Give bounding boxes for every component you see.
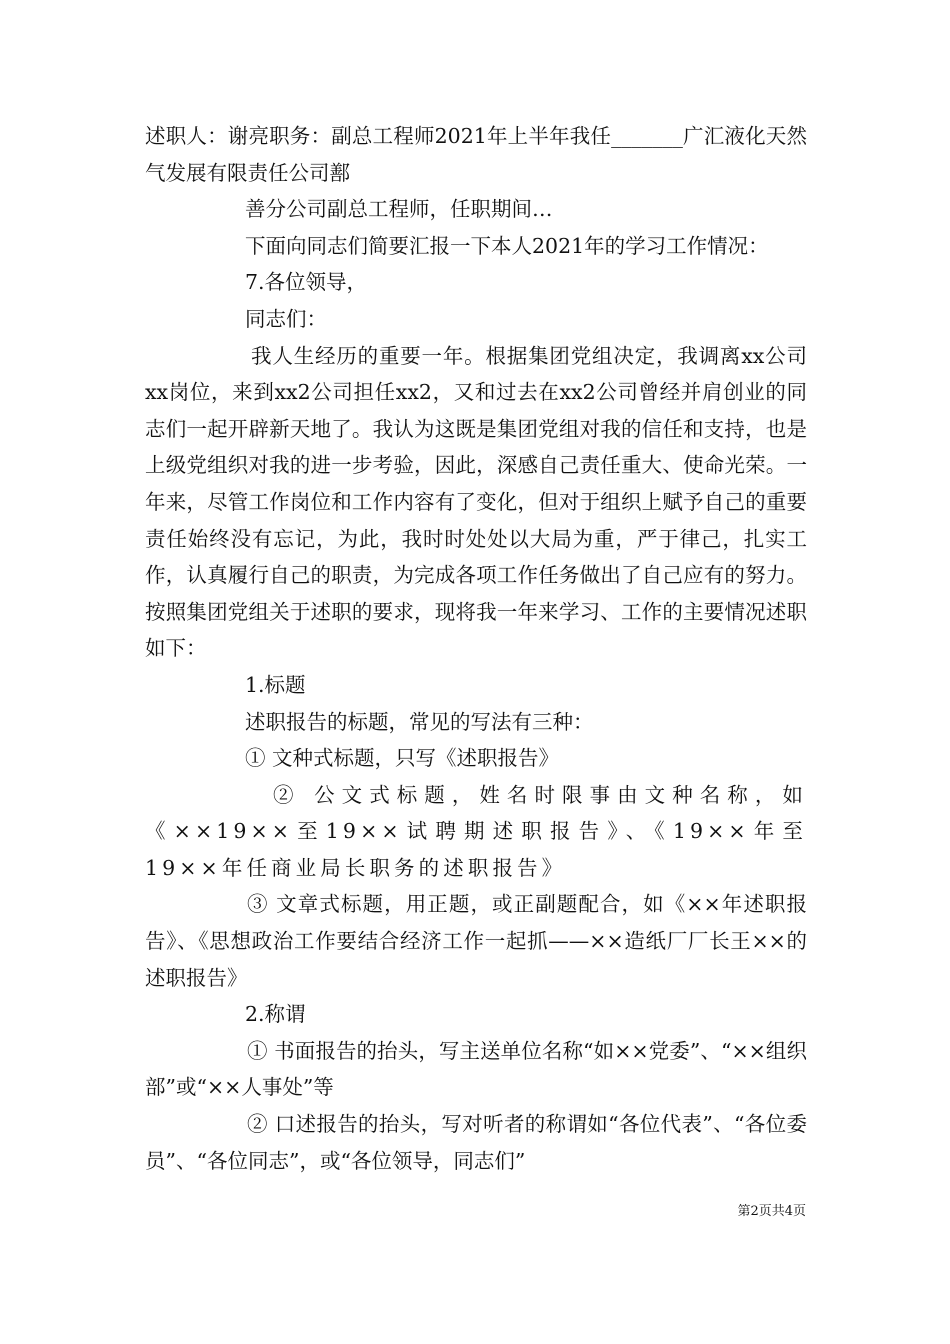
- list-item-written-address: ① 书面报告的抬头，写主送单位名称“如××党委”、“××组织部”或“××人事处”等: [145, 1038, 807, 1100]
- paragraph-title-forms: 述职报告的标题，常见的写法有三种：: [245, 709, 594, 734]
- paragraph-main-body: 我人生经历的重要一年。根据集团党组决定，我调离xx公司xx岗位，来到xx2公司担任xx2，又和过去在xx2公司曾经并肩创业的同志们一起开辟新天地了。我认为这既是集团党组对我的信任和支持，也是上级党组织对我的进一步考验，因此，深感自己责任重大、使命光荣。一年来，尽管工作岗位和工作内容有了变化，但对于组织上赋予自己的重要责任始终没有忘记，为此，我时时处处以大局为重，严于律己，扎实工作，认真履行自己的职责，为完成各项工作任务做出了自己应有的努力。按照集团党组关于述职的要求，现将我一年来学习、工作的主要情况述职如下：: [145, 343, 807, 661]
- paragraph-reporter-info: 述职人：谢亮职务：副总工程师2021年上半年我任_______广汇液化天然气发展有限责任公司鄯: [145, 124, 807, 185]
- heading-address-section: 2.称谓: [245, 1002, 306, 1027]
- list-item-official-title: ② 公文式标题，姓名时限事由文种名称，如《××19××至19××试聘期述职报告》、《19××年至19××年任商业局长职务的述职报告》: [145, 782, 807, 880]
- list-item-oral-address: ② 口述报告的抬头，写对听者的称谓如“各位代表”、“各位委员”、“各位同志”，或“各位领导，同志们”: [145, 1112, 807, 1173]
- page-footer: [0, 1203, 950, 1221]
- paragraph-position: 善分公司副总工程师，任职期间…: [245, 197, 553, 222]
- heading-title-section: 1.标题: [245, 672, 306, 697]
- paragraph-salutation-comrades: 同志们：: [245, 306, 327, 331]
- document-body: [145, 118, 807, 1179]
- page-number: 第2页共4页: [737, 1204, 806, 1219]
- list-item-genre-title: ① 文种式标题，只写《述职报告》: [245, 746, 560, 771]
- paragraph-intro: 下面向同志们简要汇报一下本人2021年的学习工作情况：: [245, 233, 769, 258]
- list-item-article-title: ③ 文章式标题，用正题，或正副题配合，如《××年述职报告》、《思想政治工作要结合经济工作一起抓——××造纸厂厂长王××的述职报告》: [145, 892, 807, 990]
- paragraph-salutation-leaders: 7.各位领导，: [245, 270, 368, 295]
